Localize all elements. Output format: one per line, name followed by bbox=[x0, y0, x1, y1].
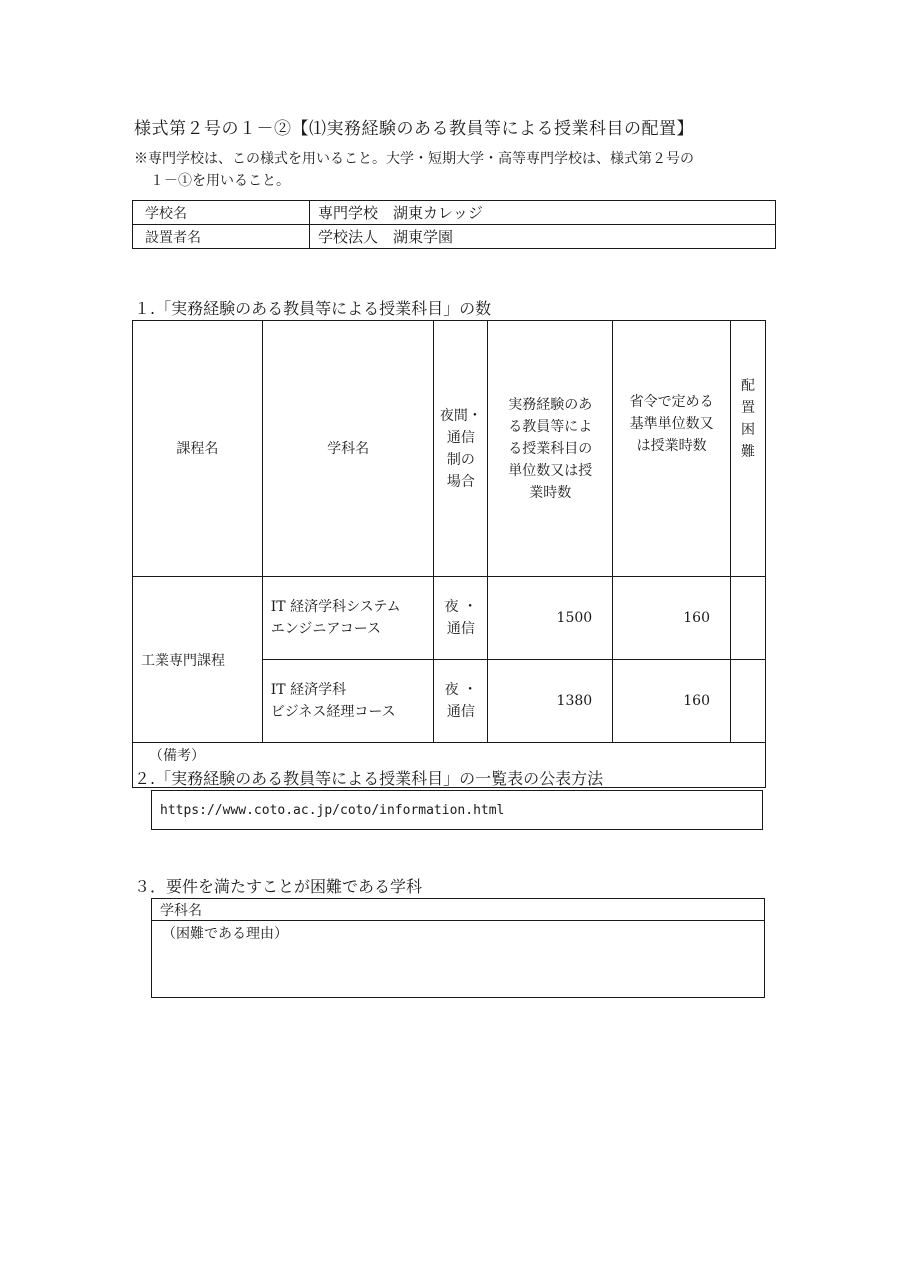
header-units-line: 業時数 bbox=[529, 484, 572, 501]
dept-line: IT 経済学科システム bbox=[270, 599, 401, 615]
header-night bbox=[434, 321, 488, 577]
remarks-label: （備考） bbox=[133, 743, 766, 788]
header-night-line: 夜間・ bbox=[439, 407, 482, 424]
header-standard-line: は授業時数 bbox=[636, 437, 707, 454]
header-night-line: 制の bbox=[446, 451, 475, 468]
header-standard-line: 基準単位数又 bbox=[629, 415, 714, 432]
school-info-table bbox=[132, 200, 776, 249]
form-title: 様式第２号の１－②【⑴実務経験のある教員等による授業科目の配置】 bbox=[134, 119, 694, 139]
dept-cell bbox=[262, 577, 434, 660]
school-name-value: 専門学校 湖東カレッジ bbox=[310, 201, 776, 225]
header-units-line: 実務経験のあ bbox=[508, 396, 593, 413]
dept-cell bbox=[262, 660, 434, 743]
night-line: 通信 bbox=[446, 704, 475, 720]
subjects-count-table bbox=[132, 320, 766, 788]
note-line-1: ※専門学校は、この様式を用いること。大学・短期大学・高等専門学校は、様式第２号の bbox=[134, 151, 694, 167]
section-3-heading: ３．要件を満たすことが困難である学科 bbox=[134, 877, 423, 896]
section-2-heading: ２.「実務経験のある教員等による授業科目」の一覧表の公表方法 bbox=[134, 769, 604, 788]
header-units bbox=[488, 321, 613, 577]
founder-label: 設置者名 bbox=[133, 225, 310, 249]
header-course: 課程名 bbox=[133, 321, 263, 577]
standard-cell: 160 bbox=[613, 660, 731, 743]
dept-line: ビジネス経理コース bbox=[270, 704, 396, 720]
header-standard-line: 省令で定める bbox=[629, 393, 714, 410]
night-cell bbox=[434, 577, 488, 660]
founder-value: 学校法人 湖東学園 bbox=[310, 225, 776, 249]
header-difficulty-char: 置 bbox=[741, 399, 755, 416]
dept-line: エンジニアコース bbox=[270, 621, 381, 637]
school-name-label: 学校名 bbox=[133, 201, 310, 225]
header-standard bbox=[613, 321, 731, 577]
difficulty-reason-label: （困難である理由） bbox=[152, 921, 765, 998]
form-note bbox=[134, 148, 784, 192]
publication-url[interactable]: https://www.coto.ac.jp/coto/information.html bbox=[151, 790, 763, 830]
header-units-line: 単位数又は授 bbox=[508, 462, 593, 479]
header-units-line: る授業科目の bbox=[508, 440, 593, 457]
dept-line: IT 経済学科 bbox=[270, 682, 347, 698]
difficult-dept-label: 学科名 bbox=[152, 899, 765, 921]
night-line: 夜 ・ bbox=[444, 682, 478, 698]
header-difficulty-char: 難 bbox=[741, 443, 755, 460]
course-name-cell: 工業専門課程 bbox=[133, 577, 263, 743]
header-difficulty-char: 配 bbox=[741, 377, 755, 394]
header-difficulty bbox=[731, 321, 766, 577]
note-line-2: １－①を用いること。 bbox=[150, 173, 290, 189]
difficulty-cell bbox=[731, 660, 766, 743]
section-1-heading: １.「実務経験のある教員等による授業科目」の数 bbox=[134, 299, 492, 318]
units-cell: 1380 bbox=[488, 660, 613, 743]
night-line: 夜 ・ bbox=[444, 599, 478, 615]
header-night-line: 場合 bbox=[446, 473, 475, 490]
header-dept: 学科名 bbox=[262, 321, 434, 577]
units-cell: 1500 bbox=[488, 577, 613, 660]
header-night-line: 通信 bbox=[446, 429, 475, 446]
standard-cell: 160 bbox=[613, 577, 731, 660]
header-difficulty-char: 困 bbox=[741, 421, 755, 438]
table-header-row bbox=[133, 321, 766, 577]
header-units-line: る教員等によ bbox=[508, 418, 593, 435]
night-line: 通信 bbox=[446, 621, 475, 637]
table-row bbox=[133, 577, 766, 660]
difficulty-cell bbox=[731, 577, 766, 660]
night-cell bbox=[434, 660, 488, 743]
difficult-dept-table bbox=[151, 898, 765, 998]
